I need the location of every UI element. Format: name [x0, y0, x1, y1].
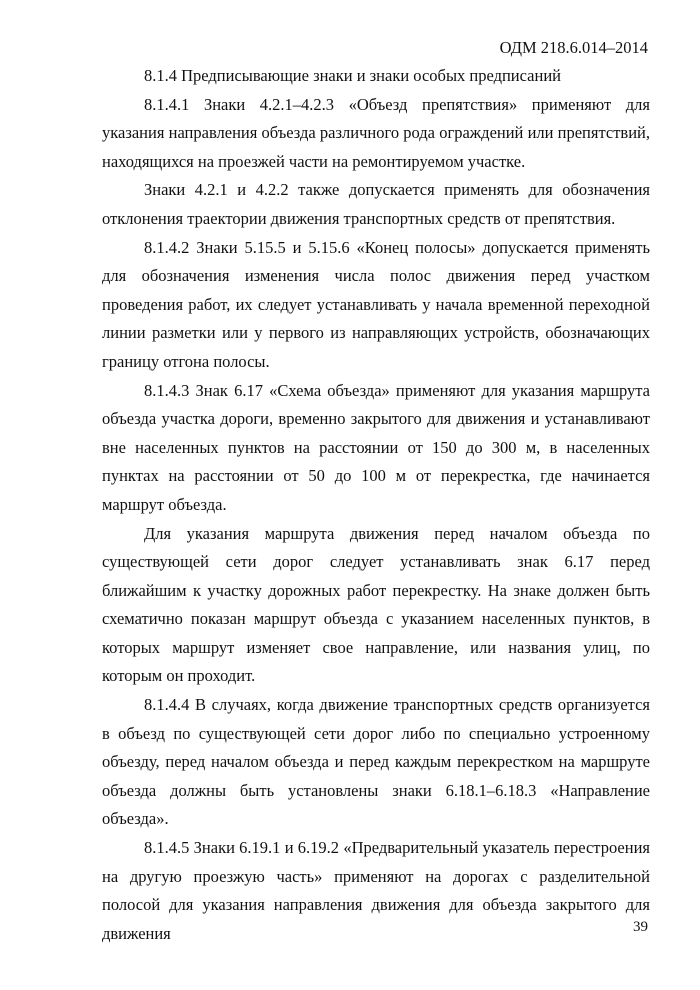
document-code: ОДМ 218.6.014–2014 — [499, 38, 648, 57]
paragraph-8-1-4-3: 8.1.4.3 Знак 6.17 «Схема объезда» применяют для указания маршрута объезда участка дороги, временно закрытого для движения и устанавливают вне населенных пунктов на расстоянии от 150 до 300 м, в населенных пунктах на расстоянии от 50 до 100 м от перекрестка, где начинается маршрут объезда. — [102, 380, 650, 514]
paragraph-8-1-4-5: 8.1.4.5 Знаки 6.19.1 и 6.19.2 «Предварительный указатель перестроения на другую проезжую часть» применяют на дорогах с разделительной полосой для указания направления движения для объезда закрытого для движения — [102, 838, 650, 943]
paragraph-8-1-4-1: 8.1.4.1 Знаки 4.2.1–4.2.3 «Объезд препятствия» применяют для указания направления объезда различного рода ограждений или препятствий, находящихся на проезжей части на ремонтируемом участке. — [102, 94, 650, 171]
paragraph-detour-route: Для указания маршрута движения перед началом объезда по существующей сети дорог следует устанавливать знак 6.17 перед ближайшим к участку дорожных работ перекрестку. На знаке должен быть схематично показан маршрут объезда с указанием населенных пунктов, в которых маршрут изменяет свое направление, или названия улиц, по которым он проходит. — [102, 523, 650, 686]
paragraph-signs-4-2-1-4-2-2: Знаки 4.2.1 и 4.2.2 также допускается применять для обозначения отклонения траектории движения транспортных средств от препятствия. — [102, 180, 650, 228]
paragraph-8-1-4-2: 8.1.4.2 Знаки 5.15.5 и 5.15.6 «Конец полосы» допускается применять для обозначения изменения числа полос движения перед участком проведения работ, их следует устанавливать у начала временной переходной линии разметки или у первого из направляющих устройств, обозначающих границу отгона полосы. — [102, 237, 650, 371]
section-heading: 8.1.4 Предписывающие знаки и знаки особых предписаний — [144, 66, 561, 85]
paragraph-8-1-4-4: 8.1.4.4 В случаях, когда движение транспортных средств организуется в объезд по существующей сети дорог либо по специально устроенному объезду, перед началом объезда и перед каждым перекрестком на маршруте объезда должны быть установлены знаки 6.18.1–6.18.3 «Направление объезда». — [102, 695, 650, 829]
page-number: 39 — [633, 919, 648, 935]
document-body — [102, 62, 650, 948]
